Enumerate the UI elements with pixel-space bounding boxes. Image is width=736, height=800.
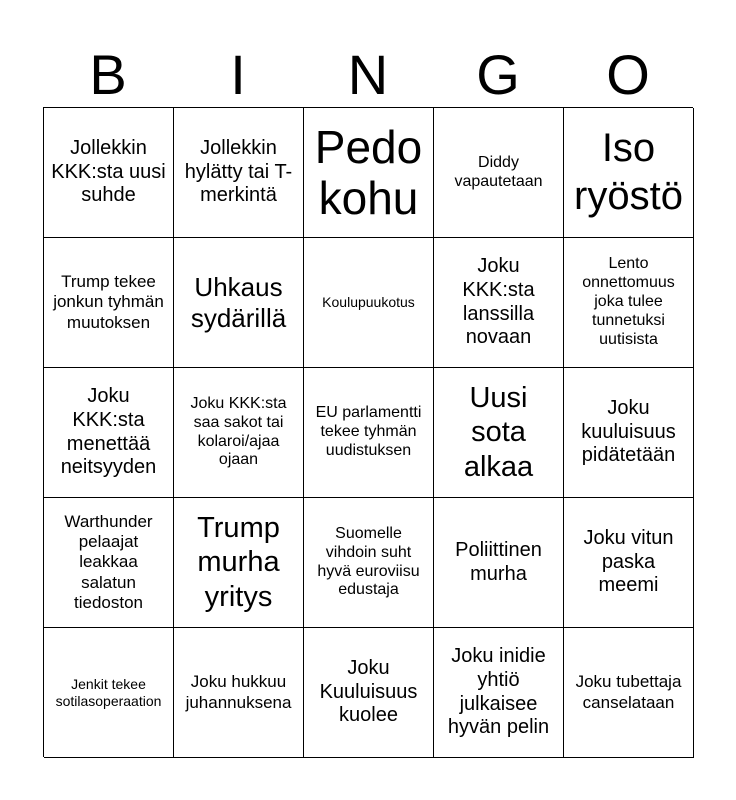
header-letter-g: G bbox=[476, 43, 520, 106]
bingo-cell[interactable]: Uusi sota alkaa bbox=[434, 368, 564, 498]
bingo-cell[interactable]: Pedo kohu bbox=[304, 108, 434, 238]
bingo-cell[interactable]: Joku KKK:sta saa sakot tai kolaroi/ajaa ojaan bbox=[174, 368, 304, 498]
bingo-cell[interactable]: Trump murha yritys bbox=[174, 498, 304, 628]
bingo-cell[interactable]: Joku KKK:sta menettää neitsyyden bbox=[44, 368, 174, 498]
bingo-cell[interactable]: Jollekkin hylätty tai T-merkintä bbox=[174, 108, 304, 238]
bingo-cell[interactable]: Warthunder pelaajat leakkaa salatun tiedoston bbox=[44, 498, 174, 628]
header-letter-i: I bbox=[230, 43, 246, 106]
bingo-cell[interactable]: Koulupuukotus bbox=[304, 238, 434, 368]
bingo-cell[interactable]: Jenkit tekee sotilasoperaation bbox=[44, 628, 174, 758]
bingo-cell[interactable]: Diddy vapautetaan bbox=[434, 108, 564, 238]
bingo-cell[interactable]: Iso ryöstö bbox=[564, 108, 694, 238]
bingo-cell[interactable]: Joku Kuuluisuus kuolee bbox=[304, 628, 434, 758]
bingo-cell[interactable]: Joku tubettaja canselataan bbox=[564, 628, 694, 758]
header-letter-b: B bbox=[89, 43, 127, 106]
bingo-cell[interactable]: Joku KKK:sta lanssilla novaan bbox=[434, 238, 564, 368]
header-letter-n: N bbox=[347, 43, 389, 106]
bingo-header bbox=[43, 40, 693, 110]
header-letter-o: O bbox=[606, 43, 650, 106]
bingo-cell[interactable]: Uhkaus sydärillä bbox=[174, 238, 304, 368]
bingo-cell[interactable]: EU parlamentti tekee tyhmän uudistuksen bbox=[304, 368, 434, 498]
bingo-cell[interactable]: Joku vitun paska meemi bbox=[564, 498, 694, 628]
bingo-cell[interactable]: Lento onnettomuus joka tulee tunnetuksi uutisista bbox=[564, 238, 694, 368]
bingo-cell[interactable]: Jollekkin KKK:sta uusi suhde bbox=[44, 108, 174, 238]
bingo-cell[interactable]: Suomelle vihdoin suht hyvä euroviisu edustaja bbox=[304, 498, 434, 628]
bingo-cell[interactable]: Joku inidie yhtiö julkaisee hyvän pelin bbox=[434, 628, 564, 758]
bingo-cell[interactable]: Joku hukkuu juhannuksena bbox=[174, 628, 304, 758]
bingo-cell[interactable]: Joku kuuluisuus pidätetään bbox=[564, 368, 694, 498]
bingo-board bbox=[43, 107, 693, 757]
bingo-cell[interactable]: Trump tekee jonkun tyhmän muutoksen bbox=[44, 238, 174, 368]
bingo-cell[interactable]: Poliittinen murha bbox=[434, 498, 564, 628]
